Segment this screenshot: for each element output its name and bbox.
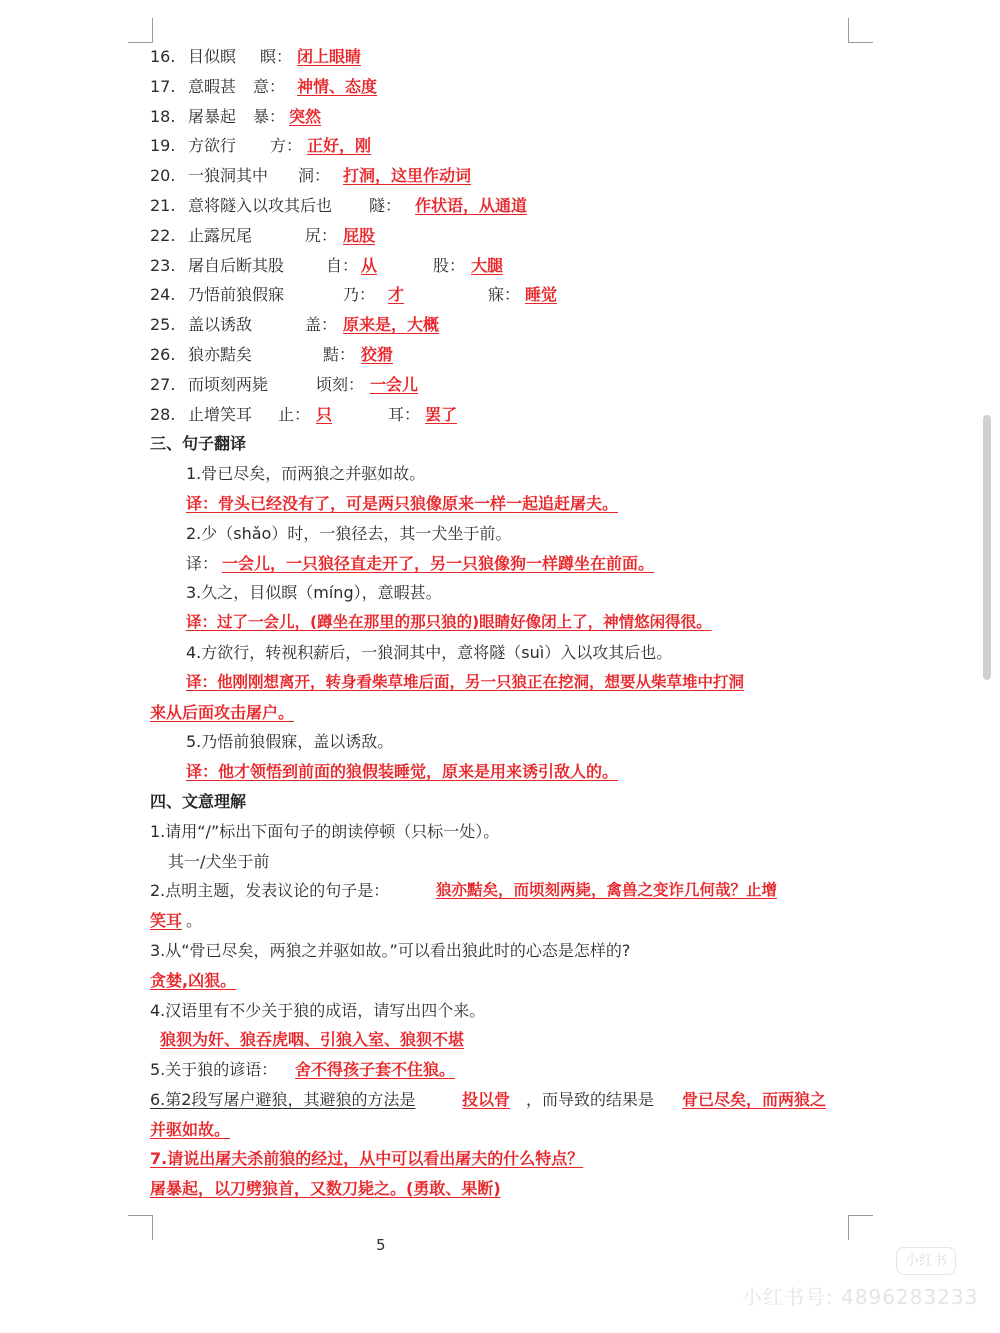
translation-answer	[150, 608, 855, 638]
vocab-key: 黠：	[323, 344, 356, 364]
vocab-answer: 一会儿	[370, 374, 419, 394]
vocab-answer: 才	[388, 285, 405, 305]
vocab-answer: 正好，刚	[307, 136, 372, 156]
vocab-phrase: 屠暴起	[188, 106, 237, 126]
vocab-phrase: 盖以诱敌	[188, 315, 253, 335]
comprehension-question	[150, 817, 855, 847]
vocab-answer: 大腿	[471, 255, 504, 275]
translation-question	[150, 638, 855, 668]
vocab-answer: 罢了	[425, 404, 458, 424]
answer-text: 译：过了一会儿，(蹲坐在那里的那只狼的)眼睛好像闭上了，神情悠闲得很。	[186, 613, 712, 632]
item-number: 21.	[150, 195, 176, 215]
translation-answer	[150, 757, 855, 787]
vocab-key: 暴：	[253, 106, 286, 126]
answer-text: 狼亦黠矣，而顷刻两毙，禽兽之变诈几何哉？止增	[436, 881, 778, 900]
vocab-key: 耳：	[388, 404, 421, 424]
comprehension-question	[150, 1144, 855, 1174]
vocab-row	[150, 191, 855, 221]
answer-text: 贪婪,凶狠。	[150, 970, 237, 990]
vocab-row	[150, 310, 855, 340]
question-text: 5.关于狼的谚语：	[150, 1060, 278, 1080]
vocab-key: 股：	[433, 255, 466, 275]
crop-mark-top-right	[848, 18, 873, 43]
translation-question	[150, 519, 855, 549]
question-text: 2.少（shǎo）时，一狼径去，其一犬坐于前。	[186, 523, 512, 543]
item-number: 17.	[150, 76, 176, 96]
answer-text: 舍不得孩子套不住狼。	[295, 1060, 456, 1080]
vocab-answer: 作状语，从通道	[415, 195, 528, 215]
answer-text: 屠暴起，以刀劈狼首，又数刀毙之。(勇敢、果断)	[150, 1179, 501, 1199]
vocab-phrase: 狼亦黠矣	[188, 344, 253, 364]
vocab-answer: 只	[316, 404, 333, 424]
question-text: 4.方欲行，转视积薪后，一狼洞其中，意将隧（suì）入以攻其后也。	[186, 642, 673, 662]
question-text: 3.久之，目似瞑（míng），意暇甚。	[186, 583, 442, 603]
vocab-row	[150, 102, 855, 132]
vocab-phrase: 一狼洞其中	[188, 166, 269, 186]
vocab-answer: 打洞，这里作动词	[343, 166, 472, 186]
vocab-phrase: 而顷刻两毙	[188, 374, 269, 394]
question-text: 7.请说出屠夫杀前狼的经过，从中可以看出屠夫的什么特点？	[150, 1149, 584, 1169]
vocab-answer: 从	[361, 255, 378, 275]
crop-mark-top-left	[128, 18, 153, 43]
comprehension-answer-cont	[150, 1115, 855, 1145]
vocab-row	[150, 131, 855, 161]
vocab-key: 意：	[253, 76, 286, 96]
vocab-phrase: 止露尻尾	[188, 225, 253, 245]
section-heading	[150, 429, 855, 459]
vocab-phrase: 乃悟前狼假寐	[188, 285, 285, 305]
vocab-key: 寐：	[488, 285, 521, 305]
comprehension-answer	[150, 1174, 855, 1204]
answer-text: 来从后面攻击屠户。	[150, 702, 295, 722]
watermark-text: 小红书号: 4896283233	[742, 1285, 979, 1309]
item-number: 23.	[150, 255, 176, 275]
vocab-answer: 突然	[289, 106, 322, 126]
item-number: 20.	[150, 166, 176, 186]
vocab-key: 方：	[270, 136, 303, 156]
translation-question	[150, 578, 855, 608]
vocab-row	[150, 340, 855, 370]
comprehension-question	[150, 1055, 855, 1085]
vocab-answer: 睡觉	[525, 285, 558, 305]
comprehension-answer	[150, 966, 855, 996]
question-text: 6.第2段写屠户避狼，其避狼的方法是	[150, 1089, 416, 1109]
comprehension-answer-cont	[150, 906, 855, 936]
vocab-row	[150, 42, 855, 72]
vocab-phrase: 屠自后断其股	[188, 255, 285, 275]
answer-text: 骨已尽矣，而两狼之	[682, 1089, 827, 1109]
comprehension-question	[150, 996, 855, 1026]
vocab-key: 止：	[278, 404, 311, 424]
question-text: 3.从“骨已尽矣，两狼之并驱如故。”可以看出狼此时的心态是怎样的?	[150, 940, 631, 960]
vocab-row	[150, 251, 855, 281]
answer-text: 其一/犬坐于前	[168, 851, 270, 871]
item-number: 25.	[150, 315, 176, 335]
comprehension-question	[150, 876, 855, 906]
question-text: ，而导致的结果是	[526, 1089, 655, 1109]
vocab-row	[150, 280, 855, 310]
vocab-phrase: 止增笑耳	[188, 404, 253, 424]
scrollbar[interactable]	[983, 415, 991, 680]
answer-text: 译：骨头已经没有了，可是两只狼像原来一样一起追赶屠夫。	[186, 493, 619, 513]
vocab-key: 盖：	[305, 315, 338, 335]
translation-answer-cont	[150, 698, 855, 728]
vocab-answer: 神情、态度	[297, 76, 378, 96]
question-text: 4.汉语里有不少关于狼的成语，请写出四个来。	[150, 1000, 486, 1020]
answer-text: 狼狈为奸、狼吞虎咽、引狼入室、狼狈不堪	[160, 1030, 465, 1050]
question-text: 5.乃悟前狼假寐，盖以诱敌。	[186, 732, 394, 752]
item-number: 19.	[150, 136, 176, 156]
comprehension-question	[150, 936, 855, 966]
document-body	[150, 42, 855, 1204]
vocab-row	[150, 370, 855, 400]
vocab-phrase: 方欲行	[188, 136, 237, 156]
vocab-answer: 闭上眼睛	[297, 47, 362, 66]
section3-title: 三、句子翻译	[150, 434, 247, 454]
question-text: 2.点明主题，发表议论的句子是：	[150, 881, 390, 901]
vocab-key: 顷刻：	[316, 374, 365, 394]
question-text: 1.请用“/”标出下面句子的朗读停顿（只标一处）。	[150, 821, 500, 841]
translation-question	[150, 459, 855, 489]
comprehension-question	[150, 1085, 855, 1115]
vocab-key: 自：	[326, 255, 359, 275]
page-number: 5	[376, 1236, 386, 1254]
answer-text: 一会儿，一只狼径直走开了，另一只狼像狗一样蹲坐在前面。	[222, 553, 655, 573]
vocab-phrase: 意暇甚	[188, 76, 237, 96]
answer-text: 译：他才领悟到前面的狼假装睡觉，原来是用来诱引敌人的。	[186, 762, 619, 782]
vocab-key: 隧：	[369, 195, 402, 215]
translation-answer	[150, 489, 855, 519]
vocab-answer: 屁股	[343, 225, 376, 245]
crop-mark-bottom-left	[128, 1215, 153, 1240]
section4-title: 四、文意理解	[150, 791, 247, 811]
translation-answer	[150, 668, 855, 698]
translation-answer	[150, 549, 855, 579]
vocab-key: 瞑：	[260, 47, 293, 66]
answer-text: 投以骨	[462, 1089, 511, 1109]
answer-text: 并驱如故。	[150, 1119, 231, 1139]
item-number: 22.	[150, 225, 176, 245]
item-number: 27.	[150, 374, 176, 394]
vocab-answer: 狡猾	[361, 344, 394, 364]
answer-text: 译：他刚刚想离开，转身看柴草堆后面，另一只狼正在挖洞，想要从柴草堆中打洞	[186, 672, 745, 691]
section-heading	[150, 787, 855, 817]
punctuation: 。	[186, 911, 203, 931]
comprehension-answer	[150, 847, 855, 877]
vocab-answer: 原来是，大概	[343, 315, 440, 335]
answer-label: 译：	[186, 553, 219, 573]
vocab-key: 乃：	[343, 285, 376, 305]
vocab-row	[150, 400, 855, 430]
answer-text: 笑耳	[150, 911, 183, 931]
vocab-row	[150, 72, 855, 102]
question-text: 1.骨已尽矣，而两狼之并驱如故。	[186, 464, 426, 484]
item-number: 28.	[150, 404, 176, 424]
vocab-phrase: 目似瞑	[188, 47, 237, 66]
vocab-row	[150, 221, 855, 251]
item-number: 16.	[150, 47, 176, 66]
item-number: 18.	[150, 106, 176, 126]
vocab-key: 尻：	[305, 225, 338, 245]
item-number: 24.	[150, 285, 176, 305]
watermark-logo: 小红书	[896, 1247, 956, 1275]
vocab-key: 洞：	[298, 166, 331, 186]
translation-question	[150, 727, 855, 757]
crop-mark-bottom-right	[848, 1215, 873, 1240]
vocab-phrase: 意将隧入以攻其后也	[188, 195, 333, 215]
item-number: 26.	[150, 344, 176, 364]
vocab-row	[150, 161, 855, 191]
comprehension-answer	[150, 1025, 855, 1055]
